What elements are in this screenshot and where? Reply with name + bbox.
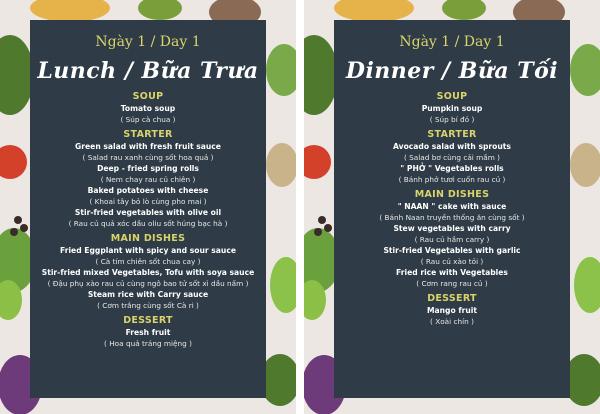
leaf-shape — [138, 0, 182, 20]
potato-shape — [266, 143, 296, 187]
dish-translation: ( Khoai tây bỏ lò cùng pho mai ) — [89, 197, 207, 206]
leaf-shape — [574, 257, 600, 313]
day-label: Ngày 1 / Day 1 — [95, 34, 201, 50]
lunch-menu-card — [30, 20, 266, 398]
dish-translation: ( Rau củ xào tỏi ) — [420, 257, 484, 266]
dish-translation: ( Hoa quả tráng miệng ) — [104, 339, 192, 348]
dish-translation: ( Đậu phụ xào rau củ cùng ngô bao tử sốt xì dầu nấm ) — [47, 279, 249, 288]
leaf-shape — [0, 35, 34, 115]
tomato-shape — [304, 145, 331, 179]
lunch-menu-sheet — [0, 0, 296, 414]
dinner-menu-card — [334, 20, 570, 398]
dish-translation: ( Bánh phở tươi cuốn rau củ ) — [398, 175, 506, 184]
dish-name: Stir-fried vegetables with olive oil — [74, 208, 222, 217]
squash-shape — [334, 0, 414, 22]
dish-translation: ( Súp bí đỏ ) — [429, 115, 475, 124]
section-title: DESSERT — [123, 315, 173, 326]
dish-name: Tomato soup — [120, 104, 176, 113]
section-title: MAIN DISHES — [414, 189, 490, 200]
section-title: SOUP — [132, 91, 164, 102]
day-label: Ngày 1 / Day 1 — [399, 34, 505, 50]
dish-name: Stew vegetables with carry — [393, 224, 511, 233]
dish-name: Baked potatoes with cheese — [87, 186, 209, 195]
dish-translation: ( Súp cà chua ) — [120, 115, 176, 124]
section-title: STARTER — [123, 129, 173, 140]
dish-name: Avocado salad with sprouts — [393, 142, 511, 151]
dish-name: Fried rice with Vegetables — [396, 268, 508, 277]
leaf-shape — [266, 44, 296, 96]
section-title: STARTER — [427, 129, 477, 140]
dish-name: Stir-fried mixed Vegetables, Tofu with soya sauce — [41, 268, 255, 277]
leaf-shape — [442, 0, 486, 20]
section-title: DESSERT — [427, 293, 477, 304]
dish-translation: ( Salad rau xanh cùng sốt hoa quả ) — [82, 153, 214, 162]
dish-name: " NAAN " cake with sauce — [397, 202, 507, 211]
leaf-shape — [270, 257, 296, 313]
meal-title: Lunch / Bữa Trưa — [37, 58, 259, 84]
dish-translation: ( Nem chay rau củ chiên ) — [100, 175, 196, 184]
dish-translation: ( Salad bơ cùng cải mầm ) — [403, 153, 501, 162]
leaf-shape — [570, 44, 600, 96]
dish-name: Fresh fruit — [125, 328, 171, 337]
dish-translation: ( Bánh Naan truyền thống ăn cùng sốt ) — [379, 213, 525, 222]
dish-translation: ( Rau củ hầm carry ) — [414, 235, 490, 244]
dish-name: Green salad with fresh fruit sauce — [75, 142, 221, 151]
dish-name: Fried Eggplant with spicy and sour sauce — [60, 246, 236, 255]
dish-translation: ( Cà tím chiên sốt chua cay ) — [95, 257, 201, 266]
dish-translation: ( Cơm rang rau củ ) — [416, 279, 488, 288]
dish-translation: ( Xoài chín ) — [430, 317, 474, 326]
meal-title: Dinner / Bữa Tối — [345, 58, 559, 84]
squash-shape — [30, 0, 110, 22]
potato-shape — [570, 143, 600, 187]
section-title: MAIN DISHES — [110, 233, 186, 244]
section-title: SOUP — [436, 91, 468, 102]
dish-name: " PHỞ " Vegetables rolls — [400, 164, 504, 173]
leaf-shape — [304, 35, 338, 115]
dinner-menu-sheet — [304, 0, 600, 414]
dish-translation: ( Cơm trắng cùng sốt Cà ri ) — [97, 301, 199, 310]
dish-name: Mango fruit — [426, 306, 478, 315]
dish-name: Steam rice with Carry sauce — [87, 290, 209, 299]
dish-name: Pumpkin soup — [421, 104, 483, 113]
tomato-shape — [0, 145, 27, 179]
dish-name: Deep - fried spring rolls — [97, 164, 199, 173]
dish-name: Stir-fried Vegetables with garlic — [383, 246, 521, 255]
dish-translation: ( Rau củ quả xóc dầu oliu sốt húng bạc hà ) — [68, 219, 228, 228]
